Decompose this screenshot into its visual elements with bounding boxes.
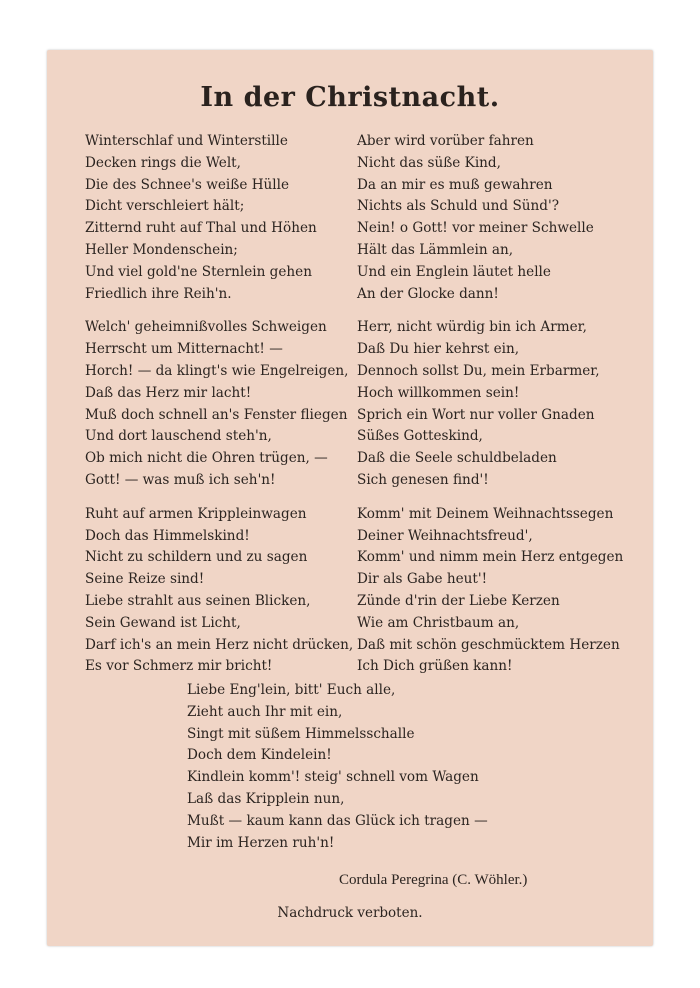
verse-line: Hält das Lämmlein an,: [357, 241, 514, 258]
verse-line: Nein! o Gott! vor meiner Schwelle: [357, 220, 594, 237]
verse-line: Mir im Herzen ruh'n!: [187, 834, 335, 851]
verse-line: Nicht zu schildern und zu sagen: [85, 549, 308, 566]
verse-line: Heller Mondenschein;: [85, 241, 238, 258]
verse-line: Wie am Christbaum an,: [357, 614, 520, 631]
verse-line: Die des Schnee's weiße Hülle: [85, 176, 290, 193]
verse-line: Herrscht um Mitternacht! —: [85, 341, 283, 358]
copyright-notice: Nachdruck verboten.: [277, 905, 423, 921]
verse-line: Doch dem Kindelein!: [187, 747, 332, 764]
verse-line: Komm' mit Deinem Weihnachtssegen: [357, 505, 614, 522]
verse-line: Daß die Seele schuldbeladen: [357, 450, 557, 467]
verse-line: Singt mit süßem Himmelsschalle: [187, 725, 415, 742]
verse-line: Doch das Himmelskind!: [85, 527, 250, 544]
verse-line: Zünde d'rin der Liebe Kerzen: [357, 592, 560, 609]
verse-line: Darf ich's an mein Herz nicht drücken,: [85, 636, 354, 653]
verse-line: Und viel gold'ne Sternlein gehen: [85, 263, 312, 280]
verse-line: Dicht verschleiert hält;: [85, 198, 245, 215]
poem-title: In der Christnacht.: [200, 82, 500, 113]
verse-line: Aber wird vorüber fahren: [357, 133, 534, 149]
verse-line: Dennoch sollst Du, mein Erbarmer,: [357, 362, 600, 379]
verse-line: Nicht das süße Kind,: [357, 154, 501, 171]
verse-line: Da an mir es muß gewahren: [357, 176, 553, 193]
final-stanza: [187, 680, 488, 854]
verse-line: Seine Reize sind!: [85, 571, 205, 588]
verse-line: Daß Du hier kehrst ein,: [357, 341, 520, 358]
verse-line: Es vor Schmerz mir bricht!: [85, 658, 273, 675]
verse-line: Ruht auf armen Krippleinwagen: [85, 505, 307, 522]
stanza-1: [85, 131, 353, 305]
verse-line: Und ein Englein läutet helle: [357, 263, 551, 280]
right-column: [357, 131, 623, 690]
verse-line: Laß das Kripplein nun,: [187, 790, 345, 807]
left-column: [85, 131, 353, 690]
author-signature: Cordula Peregrina (C. Wöhler.): [339, 872, 528, 888]
verse-line: Hoch willkommen sein!: [357, 384, 520, 401]
verse-line: Mußt — kaum kann das Glück ich tragen —: [187, 812, 488, 829]
verse-line: Kindlein komm'! steig' schnell vom Wagen: [187, 769, 479, 786]
verse-line: Liebe Eng'lein, bitt' Euch alle,: [187, 682, 396, 698]
verse-line: Gott! — was muß ich seh'n!: [85, 471, 276, 488]
verse-line: Herr, nicht würdig bin ich Armer,: [357, 319, 587, 336]
verse-line: Winterschlaf und Winterstille: [85, 133, 288, 149]
verse-line: Horch! — da klingt's wie Engelreigen,: [85, 362, 349, 379]
verse-line: Welch' geheimnißvolles Schweigen: [85, 319, 327, 336]
verse-line: Ob mich nicht die Ohren trügen, —: [85, 450, 328, 467]
stanza-5: [357, 317, 623, 491]
verse-line: Liebe strahlt aus seinen Blicken,: [85, 592, 311, 609]
stanza-6: [357, 504, 623, 678]
verse-line: Daß das Herz mir lacht!: [85, 384, 252, 401]
poem-card: [47, 50, 653, 946]
verse-line: Nichts als Schuld und Sünd'?: [357, 198, 560, 215]
verse-line: Ich Dich grüßen kann!: [357, 658, 513, 675]
verse-line: Süßes Gotteskind,: [357, 428, 483, 445]
verse-line: Dir als Gabe heut'!: [357, 571, 488, 588]
verse-line: Zitternd ruht auf Thal und Höhen: [85, 220, 317, 237]
stanza-3: [85, 504, 353, 678]
verse-line: Decken rings die Welt,: [85, 154, 241, 171]
verse-line: Daß mit schön geschmücktem Herzen: [357, 636, 620, 653]
verse-line: Friedlich ihre Reih'n.: [85, 285, 232, 302]
stanza-2: [85, 317, 353, 491]
verse-line: Sprich ein Wort nur voller Gnaden: [357, 406, 595, 423]
verse-line: Sich genesen find'!: [357, 471, 489, 488]
verse-line: Komm' und nimm mein Herz entgegen: [357, 549, 624, 566]
stanza-4: [357, 131, 623, 305]
verse-line: Deiner Weihnachtsfreud',: [357, 527, 533, 544]
verse-line: Zieht auch Ihr mit ein,: [187, 703, 343, 720]
verse-line: Und dort lauschend steh'n,: [85, 428, 272, 445]
verse-line: An der Glocke dann!: [357, 285, 499, 302]
verse-line: Muß doch schnell an's Fenster fliegen: [85, 406, 348, 423]
verse-line: Sein Gewand ist Licht,: [85, 614, 241, 631]
